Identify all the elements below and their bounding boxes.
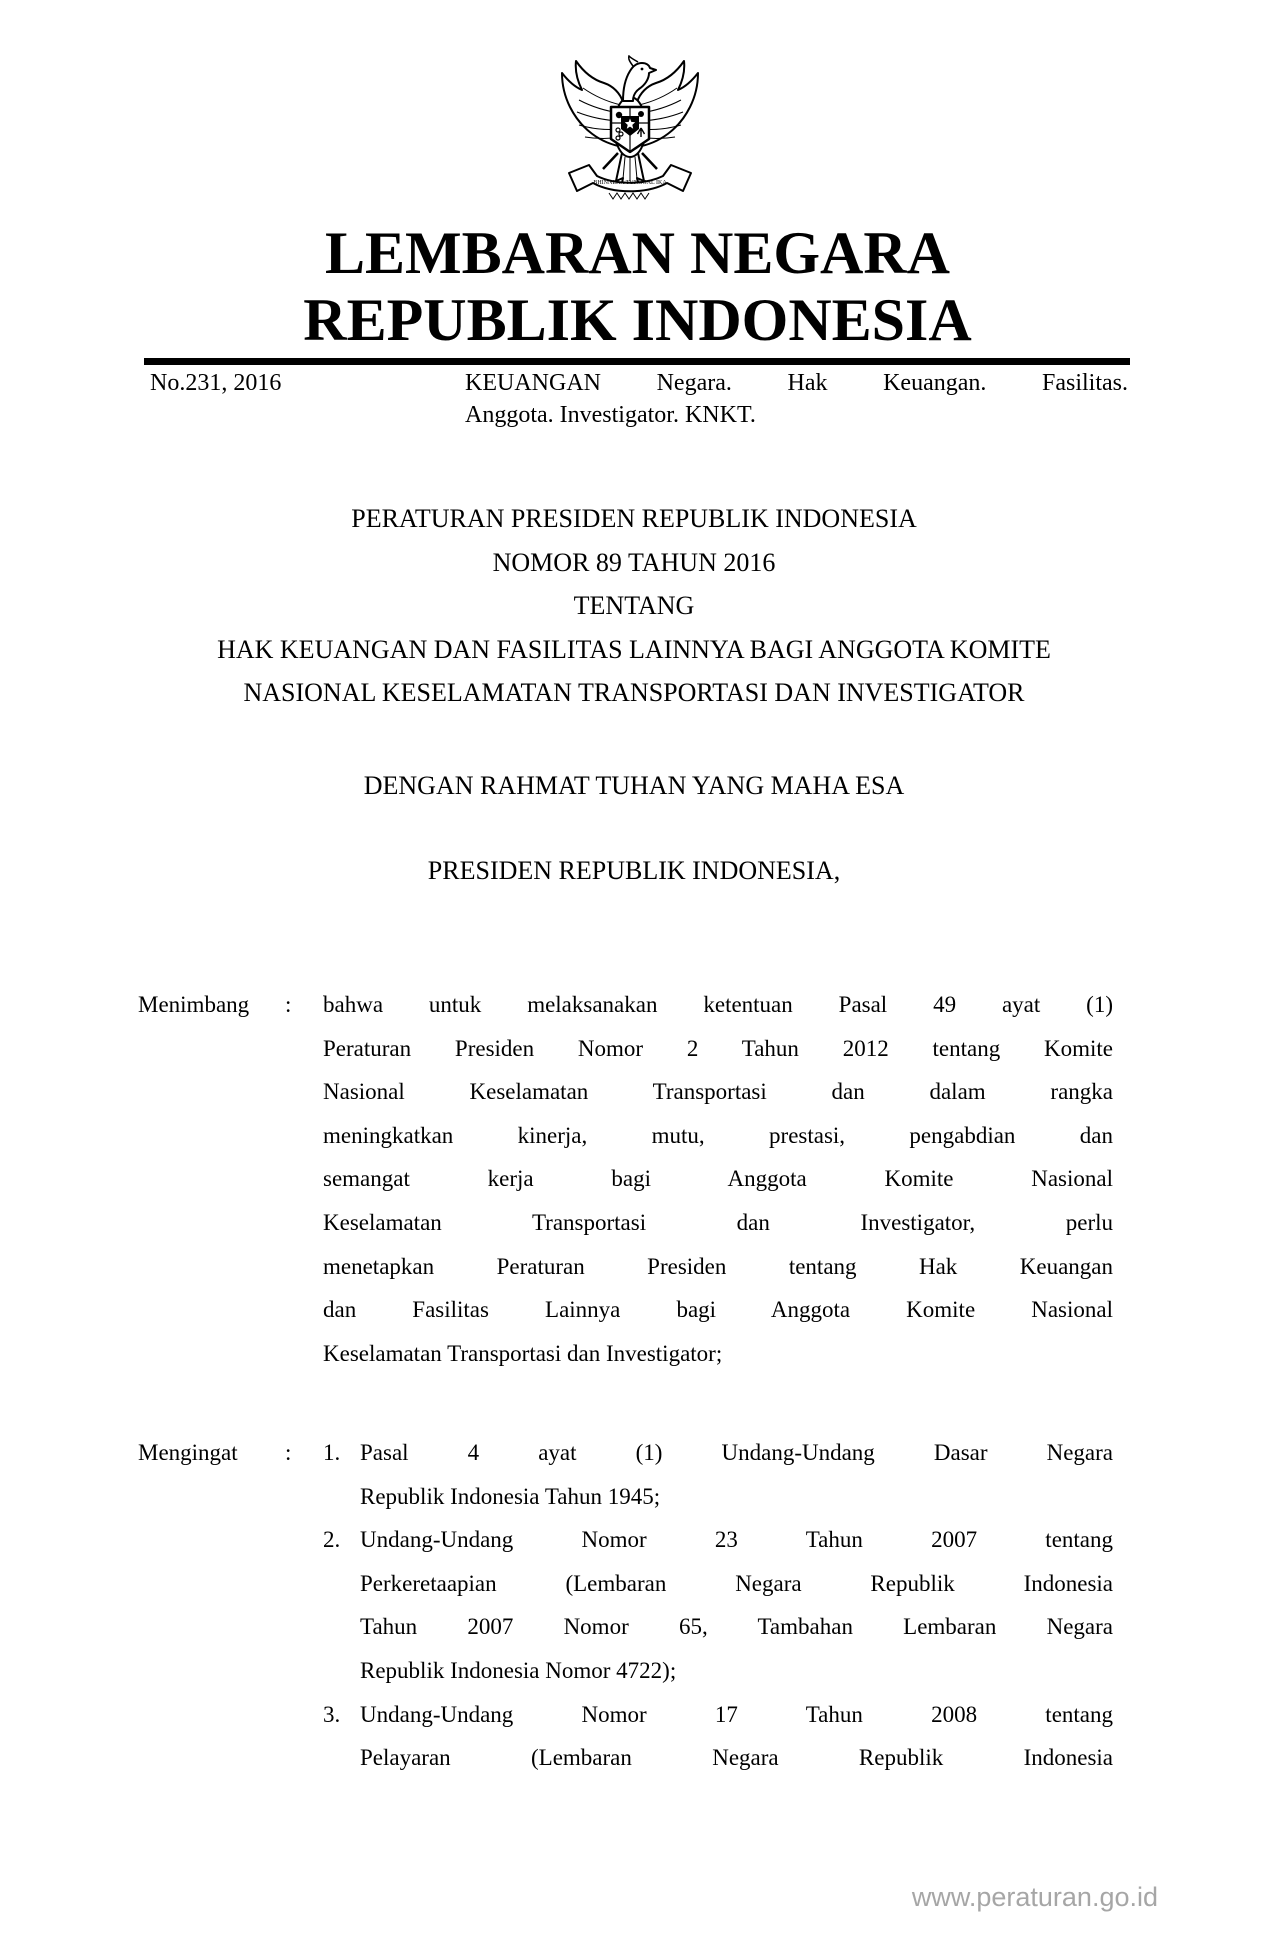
recalling-colon: : xyxy=(285,1440,292,1465)
considering-clause xyxy=(138,983,1113,1375)
item-number: 1. xyxy=(323,1440,341,1465)
invocation-line: DENGAN RAHMAT TUHAN YANG MAHA ESA xyxy=(363,771,905,800)
heading-line-subject1: HAK KEUANGAN DAN FASILITAS LAINNYA BAGI ANGGOTA KOMITE xyxy=(217,634,1051,664)
heading-line-number: NOMOR 89 TAHUN 2016 xyxy=(492,547,776,577)
text-line: Keselamatan Transportasi dan Investigator, perlu xyxy=(323,1209,1113,1235)
text-line: Republik Indonesia Nomor 4722); xyxy=(360,1657,677,1683)
heading-line-subject2: NASIONAL KESELAMATAN TRANSPORTASI DAN INVESTIGATOR xyxy=(243,678,1025,707)
masthead-rule xyxy=(144,358,1130,365)
legal-basis-item-1 xyxy=(323,1431,1113,1518)
legal-basis-item-3 xyxy=(323,1693,1113,1780)
item-number: 3. xyxy=(323,1701,341,1727)
considering-body xyxy=(323,983,1113,1375)
recalling-label: Mengingat xyxy=(138,1440,238,1465)
text-line: meningkatkan kinerja, mutu, prestasi, pengabdian dan xyxy=(323,1122,1113,1148)
text-line: Pasal 4 ayat (1) Undang-Undang Dasar Negara xyxy=(360,1440,1113,1465)
text-line: Undang-Undang Nomor 17 Tahun 2008 tentang xyxy=(360,1701,1113,1727)
recalling-clause xyxy=(138,1431,1113,1780)
item-number: 2. xyxy=(323,1527,341,1553)
authority-line: PRESIDEN REPUBLIK INDONESIA, xyxy=(427,856,841,885)
text-line: bahwa untuk melaksanakan ketentuan Pasal 49 ayat (1) xyxy=(323,992,1113,1017)
subject-line1: KEUANGAN Negara. Hak Keuangan. Fasilitas. xyxy=(465,370,1128,396)
text-line: Perkeretaapian (Lembaran Negara Republik Indonesia xyxy=(360,1570,1113,1596)
text-line: Keselamatan Transportasi dan Investigator; xyxy=(323,1340,723,1366)
masthead-title xyxy=(0,220,1275,354)
masthead-title-line2: REPUBLIK INDONESIA xyxy=(303,287,972,353)
text-line: Peraturan Presiden Nomor 2 Tahun 2012 tentang Komite xyxy=(323,1035,1113,1061)
item-text xyxy=(360,1518,1113,1692)
source-url-watermark: www.peraturan.go.id xyxy=(911,1882,1158,1912)
recalling-body xyxy=(323,1431,1113,1780)
text-line: menetapkan Peraturan Presiden tentang Hak Keuangan xyxy=(323,1253,1113,1279)
emblem-motto-text: BHINNEKA TUNGGAL IKA xyxy=(593,180,667,186)
text-line: Republik Indonesia Tahun 1945; xyxy=(360,1483,661,1509)
text-line: Nasional Keselamatan Transportasi dan dalam rangka xyxy=(323,1079,1113,1105)
item-text xyxy=(360,1693,1113,1780)
text-line: semangat kerja bagi Anggota Komite Nasional xyxy=(323,1166,1113,1192)
regulation-heading xyxy=(138,497,1130,715)
masthead-title-line1: LEMBARAN NEGARA xyxy=(324,220,951,286)
text-line: Tahun 2007 Nomor 65, Tambahan Lembaran Negara xyxy=(360,1614,1113,1640)
considering-label: Menimbang xyxy=(138,992,250,1017)
garuda-pancasila-emblem xyxy=(557,55,703,217)
legal-basis-item-2 xyxy=(323,1518,1113,1692)
heading-line-type: PERATURAN PRESIDEN REPUBLIK INDONESIA xyxy=(351,504,917,533)
item-text xyxy=(360,1431,1113,1518)
heading-line-tentang: TENTANG xyxy=(573,591,695,620)
text-line: Pelayaran (Lembaran Negara Republik Indonesia xyxy=(360,1745,1113,1771)
subject-line2: Anggota. Investigator. KNKT. xyxy=(465,401,756,428)
considering-colon: : xyxy=(285,992,292,1017)
subject-keywords xyxy=(465,368,1128,431)
gazette-number: No.231, 2016 xyxy=(150,370,282,396)
text-line: Undang-Undang Nomor 23 Tahun 2007 tentang xyxy=(360,1527,1113,1553)
text-line: dan Fasilitas Lainnya bagi Anggota Komite Nasional xyxy=(323,1297,1113,1323)
